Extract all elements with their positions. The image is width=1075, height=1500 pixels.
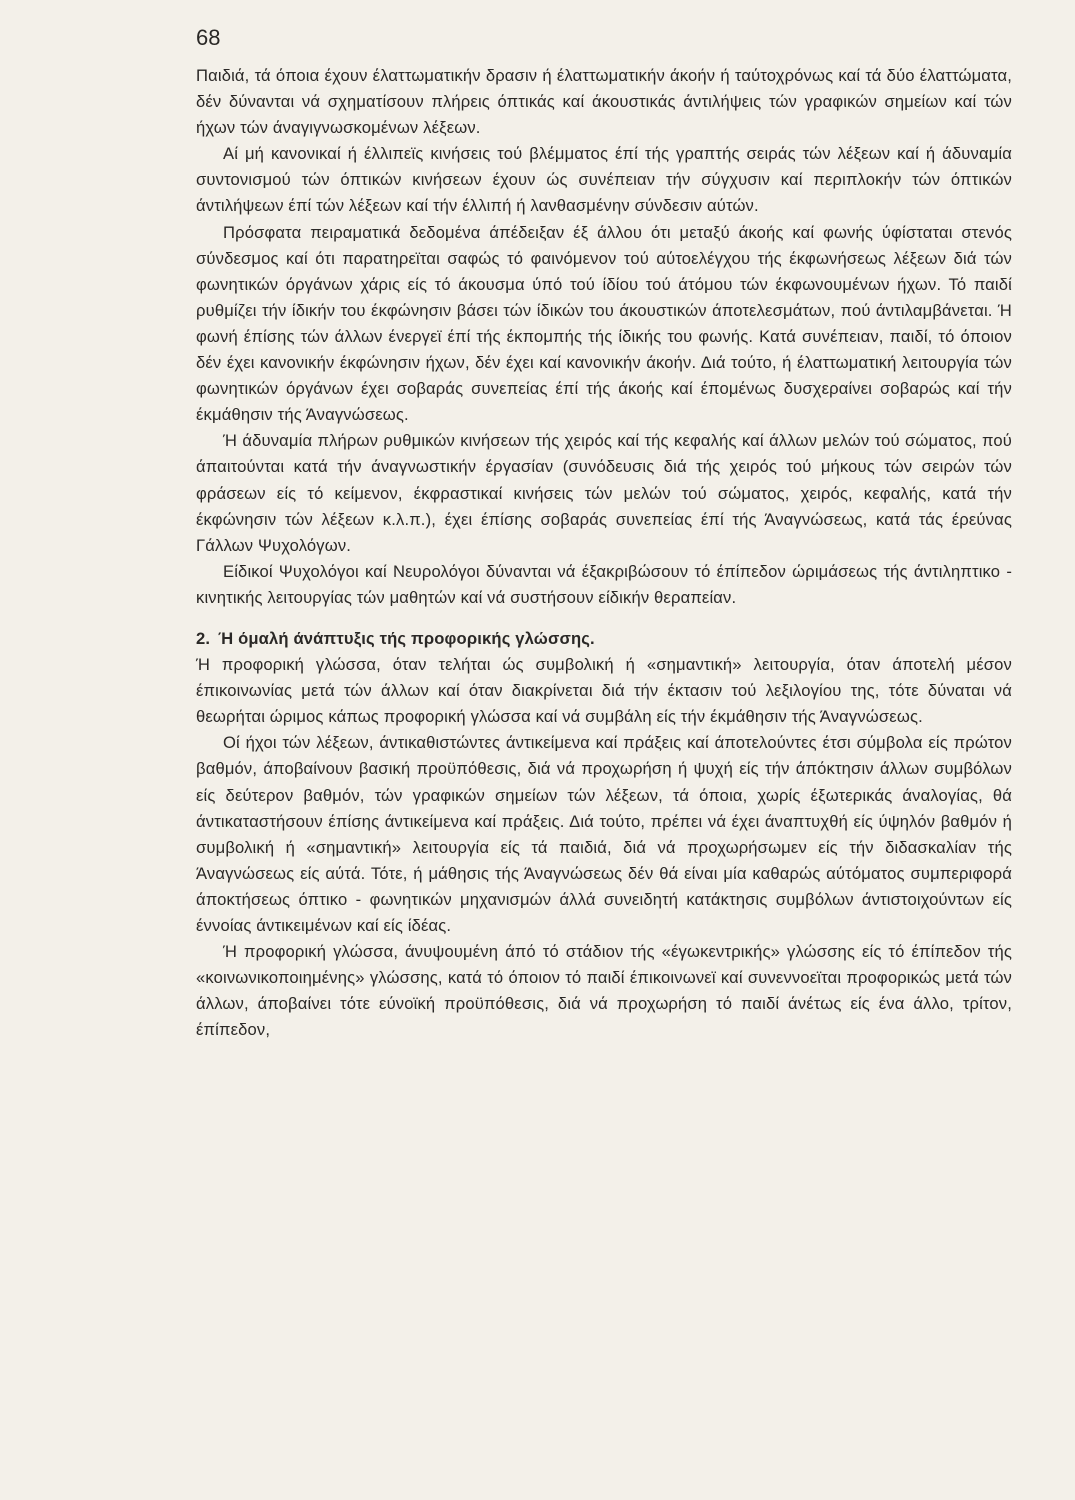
paragraph: Αί μή κανονικαί ή έλλιπεϊς κινήσεις τού βλέμματος έπί τής γραπτής σειράς τών λέξεων καί ή άδυναμία συντονισμού τών όπτικών κινήσεων έχουν ώς συνέπειαν τήν σύγχυσιν καί περιπλοκήν τών όπτικών άντιλήψεων έπί τών λέξεων καί τήν έλλιπή ή λανθασμένην σύνδεσιν αύτών. xyxy=(196,144,1012,216)
page-number: 68 xyxy=(196,25,221,50)
paragraph: Ή άδυναμία πλήρων ρυθμικών κινήσεων τής χειρός καί τής κεφαλής καί άλλων μελών τού σώματος, πού άπαιτούνται κατά τήν άναγνωστικήν έργασίαν (συνόδευσις διά τής χειρός τού μήκους τών σειρών τών φράσεων είς τό κείμενον, έκφραστικαί κινήσεις τών μελών τού σώματος, χειρός, κεφαλής, κατά τήν έκφώνησιν τών λέξεων κ.λ.π.), έχει έπίσης σοβαράς συνεπείας έπί τής Άναγνώσεως, κατά τάς έρεύνας Γάλλων Ψυχολόγων. xyxy=(196,431,1012,555)
section-title: Ή όμαλή άνάπτυξις τής προφορικής γλώσσης. xyxy=(218,628,595,648)
paragraph: Ή προφορική γλώσσα, άνυψουμένη άπό τό στάδιον τής «έγωκεντρικής» γλώσσης είς τό έπίπεδον τής «κοινωνικοποιημένης» γλώσσης, κατά τό όποιον τό παιδί έπικοινωνεϊ καί συνεννοεϊται προφορικώς μετά τών άλλων, άποβαίνει τότε εύνοϊκή προϋπόθεσις, διά νά προχωρήση τό παιδί άνέτως είς ένα άλλο, τρίτον, έπίπεδον, xyxy=(196,942,1012,1040)
section-heading xyxy=(196,626,1012,652)
paragraph: Πρόσφατα πειραματικά δεδομένα άπέδειξαν έξ άλλου ότι μεταξύ άκοής καί φωνής ύφίσταται στενός σύνδεσμος καί ότι παρατηρεϊται σαφώς τό φαινόμενον τού αύτοελέγχου τής έκφωνήσεως λέξεων διά τών φωνητικών όργάνων χάρις είς τό άκουσμα ύπό τού ίδίου τού άτόμου τών έκφωνουμένων ήχων. Τό παιδί ρυθμίζει τήν ίδικήν του έκφώνησιν βάσει τών ίδικών του άκουστικών άποτελεσμάτων, πού άντιλαμβάνεται. Ή φωνή έπίσης τών άλλων ένεργεϊ έπί τής έκπομπής τής ίδικής του φωνής. Κατά συνέπειαν, παιδί, τό όποιον δέν έχει κανονικήν έκφώνησιν ήχων, δέν έχει καί κανονικήν άκοήν. Διά τούτο, ή έλαττωματική λειτουργία τών φωνητικών όργάνων έχει σοβαράς συνεπείας έπί τής άκοής καί έπομένως δυσχεραίνει σοβαρώς καί τήν έκμάθησιν τής Άναγνώσεως. xyxy=(196,222,1012,425)
section-number: 2. xyxy=(196,628,211,648)
paragraph: Είδικοί Ψυχολόγοι καί Νευρολόγοι δύνανται νά έξακριβώσουν τό έπίπεδον ώριμάσεως τής άντιληπτικο - κινητικής λειτουργίας τών μαθητών καί νά συστήσουν είδικήν θεραπείαν. xyxy=(196,561,1012,607)
page-body xyxy=(196,63,1012,1043)
paragraph: Ή προφορική γλώσσα, όταν τελήται ώς συμβολική ή «σημαντική» λειτουργία, όταν άποτελή μέσον έπικοινωνίας μετά τών άλλων καί όταν διακρίνεται διά τήν έκτασιν τού λεξιλογίου της, τότε δύναται νά θεωρήται ώριμος κάπως προφορική γλώσσα καί νά συμβάλη είς τήν έκμάθησιν τής Άναγνώσεως. xyxy=(196,655,1012,727)
paragraph: Παιδιά, τά όποια έχουν έλαττωματικήν δρασιν ή έλαττωματικήν άκοήν ή ταύτοχρόνως καί τά δύο έλαττώματα, δέν δύνανται νά σχηματίσουν πλήρεις όπτικάς καί άκουστικάς άντιλήψεις τών γραφικών σημείων καί τών ήχων τών άναγιγνωσκομένων λέξεων. xyxy=(196,66,1012,138)
paragraph: Οί ήχοι τών λέξεων, άντικαθιστώντες άντικείμενα καί πράξεις καί άποτελούντες έτσι σύμβολα είς πρώτον βαθμόν, άποβαίνουν βασική προϋπόθεσις, διά νά προχωρήση ή ψυχή είς τήν άπόκτησιν άλλων συμβόλων είς δεύτερον βαθμόν, τών γραφικών σημείων τών λέξεων, τά όποια, χωρίς έξωτερικάς άναλογίας, θά άντικαταστήσουν έπίσης άντικείμενα καί πράξεις. Διά τούτο, πρέπει νά έχει άναπτυχθή είς ύψηλόν βαθμόν ή συμβολική ή «σημαντική» λειτουργία είς τά παιδιά, διά νά προχωρήσωμεν είς τήν διδασκαλίαν τής Άναγνώσεως είς αύτά. Τότε, ή μάθησις τής Άναγνώσεως δέν θά είναι μία καθαρώς αύτόματος συμπεριφορά άποκτήσεως όπτικο - φωνητικών μηχανισμών άλλά συνειδητή κατάκτησις συμβόλων άντιστοιχούντων είς έννοίας άντικειμένων καί είς ίδέας. xyxy=(196,733,1012,935)
